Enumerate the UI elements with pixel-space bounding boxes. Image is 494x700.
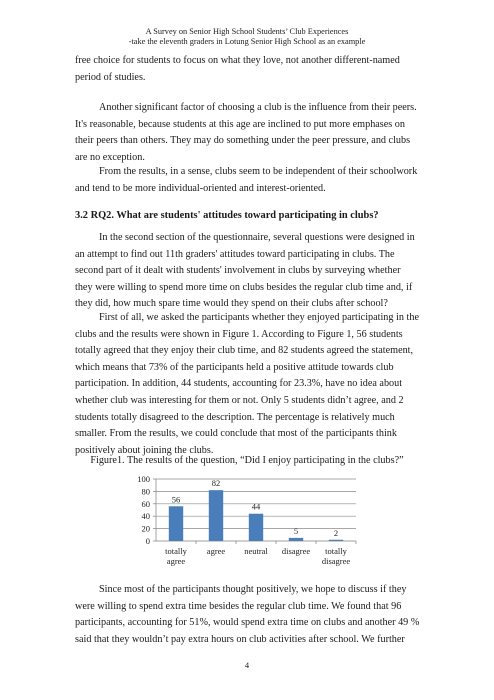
bar [329,540,343,541]
data-label: 56 [171,494,181,505]
y-tick-label: 20 [141,523,150,534]
category-label: disagree [281,546,311,556]
bar [289,538,303,541]
section-heading: 3.2 RQ2. What are students' attitudes toward participating in clubs? [75,210,379,221]
category-label: agree [206,546,226,556]
data-label: 5 [293,525,299,536]
bar-chart [126,474,366,574]
y-tick-label: 0 [145,536,150,546]
y-tick-label: 80 [141,486,150,497]
category-label: totally [165,546,187,556]
y-tick-label: 60 [141,498,150,509]
paragraph-extra-time: Since most of the participants thought positively, we hope to discuss if they were willing to spend extra time besides the regular club time. We found that 96 participants, accounting for 51%, would spend extra time on clubs and another 49 % said that they wouldn’t pay extra hours on club activities after school. We further [75,584,420,645]
running-header-line-1: A Survey on Senior High School Students’ Club Experiences [145,27,349,36]
bar [249,514,263,541]
bar [169,506,183,541]
category-label: totally [325,546,347,556]
category-label: neutral [244,546,268,556]
page-number: 4 [244,660,250,670]
category-label: disagree [321,556,351,566]
figure-caption: Figure1. The results of the question, “Did I enjoy participating in the clubs?” [90,455,404,466]
data-label: 82 [211,478,221,489]
paragraph-continuation: free choice for students to focus on what they love, not another different-named period of studies. [75,55,400,83]
running-header-line-2: -take the eleventh graders in Lotung Senior High School as an example [128,37,366,46]
category-label: agree [166,556,186,566]
y-tick-label: 40 [141,511,150,522]
paragraph-peer-influence: Another significant factor of choosing a club is the influence from their peers. It's reasonable, because students at this age are inclined to put more emphases on their peers than others. They may do something under the peer pressure, and clubs are no exception. [75,102,417,163]
paragraph-results: First of all, we asked the participants whether they enjoyed participating in the clubs and the results were shown in Figure 1. According to Figure 1, 56 students totally agreed that they enjoy their club time, and 82 students agreed the statement, which means that 73% of the participants held a positive attitude towards club participation. In addition, 44 students, accounting for 23.3%, have no idea about whether club was interesting for them or not. Only 5 students didn’t agree, and 2 students totally disagreed to the description. The percentage is relatively much smaller. From the results, we could conclude that most of the participants think positively about joining the clubs. [75,312,419,456]
data-label: 44 [251,501,261,512]
data-label: 2 [333,527,339,538]
paragraph-questionnaire: In the second section of the questionnaire, several questions were designed in an attempt to find out 11th graders' attitudes toward participating in clubs. The second part of it dealt with students' involvement in clubs by surveying whether they were willing to spend more time on clubs besides the regular club time and, if they did, how much spare time would they spend on their clubs after school? [75,232,415,310]
paragraph-independence: From the results, in a sense, clubs seem to be independent of their schoolwork and tend to be more individual-oriented and interest-oriented. [75,166,418,194]
y-tick-label: 100 [137,474,150,484]
bar [209,490,223,541]
